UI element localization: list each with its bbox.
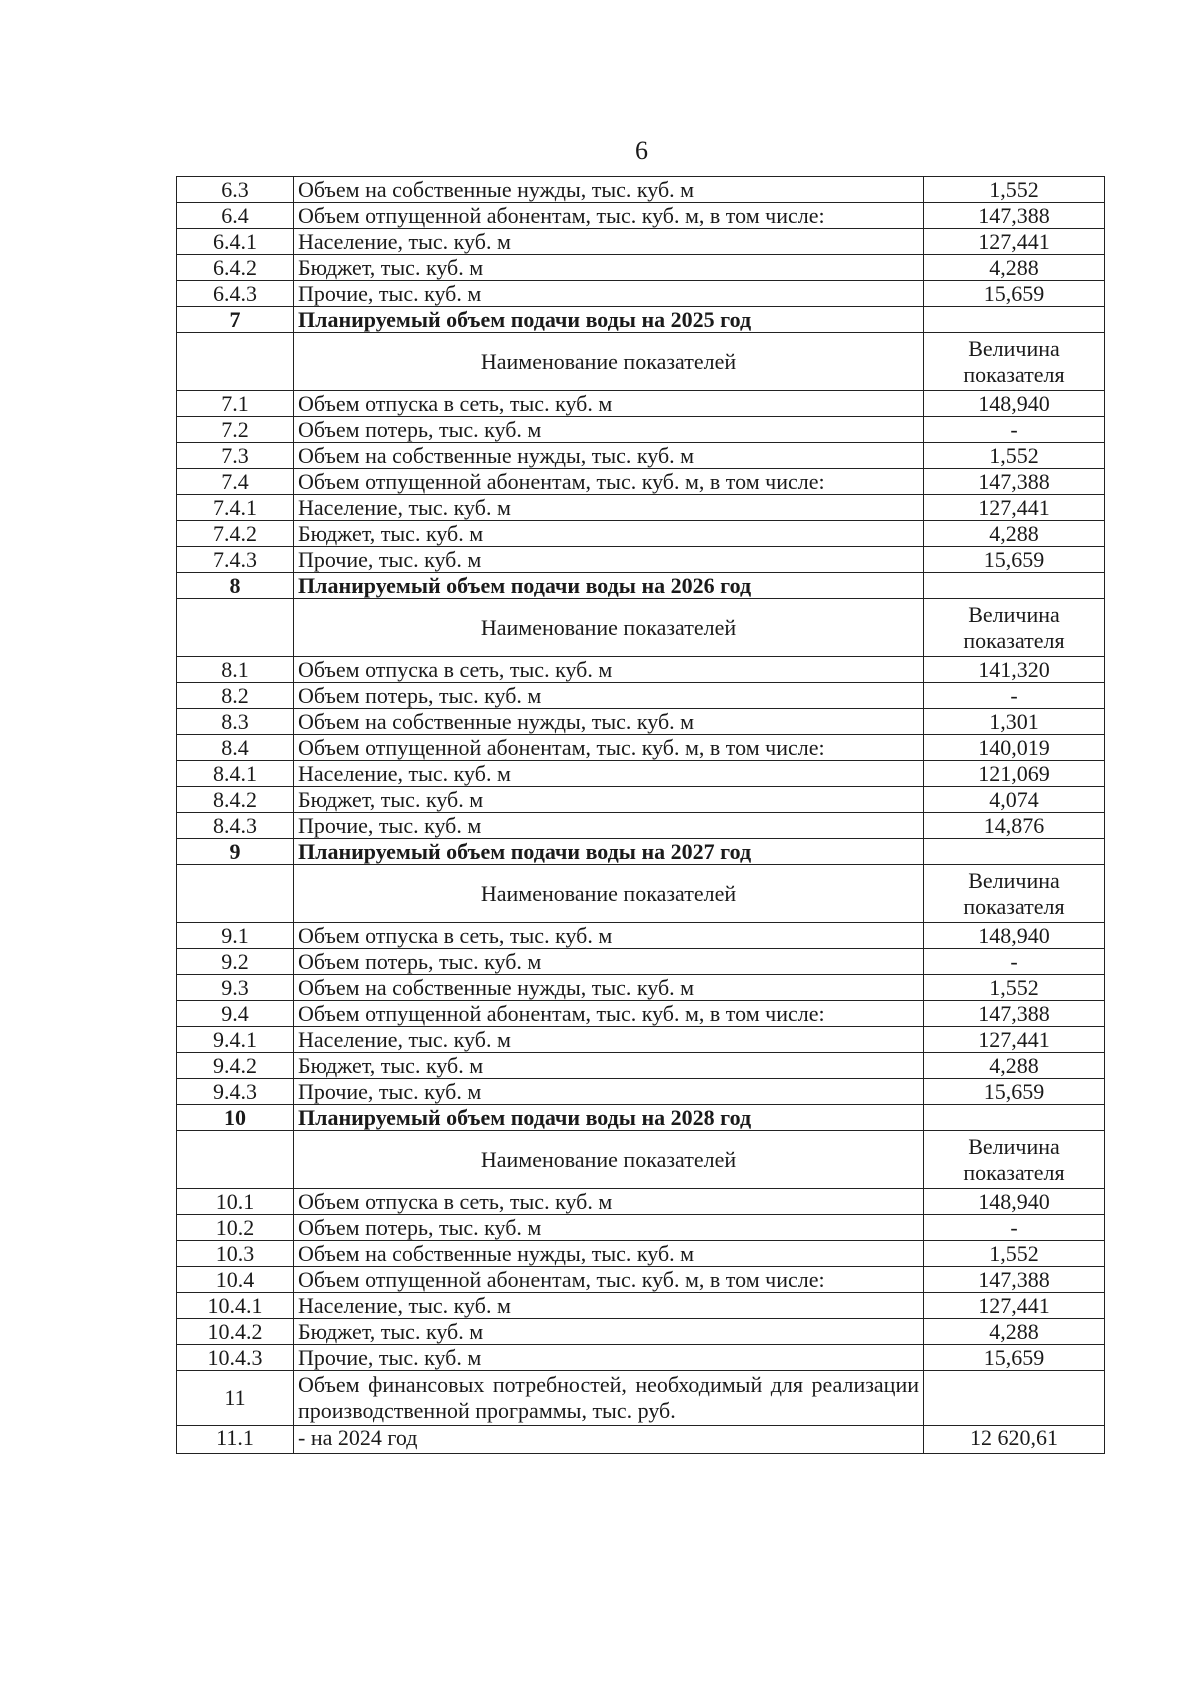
row-number-cell: 10.4.1 bbox=[177, 1293, 294, 1319]
section-row bbox=[177, 307, 1105, 333]
indicator-value-cell: 140,019 bbox=[924, 735, 1105, 761]
row-number-cell: 9.3 bbox=[177, 975, 294, 1001]
indicator-value-cell: 127,441 bbox=[924, 495, 1105, 521]
indicator-value-cell: 1,301 bbox=[924, 709, 1105, 735]
table-row bbox=[177, 1426, 1105, 1454]
table-row bbox=[177, 657, 1105, 683]
table-row bbox=[177, 1345, 1105, 1371]
row-number-cell: 9.4 bbox=[177, 1001, 294, 1027]
section-row bbox=[177, 839, 1105, 865]
table-row bbox=[177, 1371, 1105, 1426]
row-number-cell: 10 bbox=[177, 1105, 294, 1131]
row-number-cell: 11.1 bbox=[177, 1426, 294, 1454]
indicator-value-cell: 4,288 bbox=[924, 521, 1105, 547]
row-number-cell: 9.2 bbox=[177, 949, 294, 975]
row-number-cell bbox=[177, 1131, 294, 1189]
indicator-value-cell: 148,940 bbox=[924, 923, 1105, 949]
indicator-name-cell: Население, тыс. куб. м bbox=[294, 1293, 924, 1319]
row-number-cell: 8.1 bbox=[177, 657, 294, 683]
row-number-cell: 7.4.1 bbox=[177, 495, 294, 521]
indicator-value-cell bbox=[924, 573, 1105, 599]
row-number-cell: 9.1 bbox=[177, 923, 294, 949]
indicator-value-cell: 15,659 bbox=[924, 1079, 1105, 1105]
indicator-name-cell: Объем отпуска в сеть, тыс. куб. м bbox=[294, 657, 924, 683]
row-number-cell bbox=[177, 333, 294, 391]
indicator-value-cell: 1,552 bbox=[924, 177, 1105, 203]
indicator-name-cell: Наименование показателей bbox=[294, 1131, 924, 1189]
indicator-name-cell: Бюджет, тыс. куб. м bbox=[294, 787, 924, 813]
indicator-value-cell: 1,552 bbox=[924, 443, 1105, 469]
indicator-value-cell: 1,552 bbox=[924, 975, 1105, 1001]
indicator-value-cell: 127,441 bbox=[924, 1027, 1105, 1053]
indicator-name-cell: - на 2024 год bbox=[294, 1426, 924, 1454]
indicator-value-cell: 121,069 bbox=[924, 761, 1105, 787]
table-row bbox=[177, 683, 1105, 709]
column-header-row bbox=[177, 333, 1105, 391]
indicator-value-cell: - bbox=[924, 683, 1105, 709]
row-number-cell: 8 bbox=[177, 573, 294, 599]
indicator-name-cell: Объем потерь, тыс. куб. м bbox=[294, 417, 924, 443]
table-row bbox=[177, 1319, 1105, 1345]
table-row bbox=[177, 709, 1105, 735]
table-row bbox=[177, 1189, 1105, 1215]
column-header-row bbox=[177, 865, 1105, 923]
section-row bbox=[177, 1105, 1105, 1131]
row-number-cell: 8.3 bbox=[177, 709, 294, 735]
indicator-value-cell bbox=[924, 839, 1105, 865]
indicator-name-cell: Объем финансовых потребностей, необходимый для реализации производственной программы, тыс. руб. bbox=[294, 1371, 924, 1426]
indicator-value-cell: Величина показателя bbox=[924, 333, 1105, 391]
indicator-name-cell: Прочие, тыс. куб. м bbox=[294, 547, 924, 573]
row-number-cell: 6.4 bbox=[177, 203, 294, 229]
indicator-name-cell: Объем отпущенной абонентам, тыс. куб. м, в том числе: bbox=[294, 735, 924, 761]
row-number-cell: 10.2 bbox=[177, 1215, 294, 1241]
row-number-cell: 8.4.1 bbox=[177, 761, 294, 787]
indicator-name-cell: Объем потерь, тыс. куб. м bbox=[294, 1215, 924, 1241]
row-number-cell: 8.4.2 bbox=[177, 787, 294, 813]
indicator-value-cell: 147,388 bbox=[924, 1001, 1105, 1027]
row-number-cell: 9.4.3 bbox=[177, 1079, 294, 1105]
table-row bbox=[177, 521, 1105, 547]
row-number-cell: 10.4 bbox=[177, 1267, 294, 1293]
indicator-name-cell: Наименование показателей bbox=[294, 599, 924, 657]
table-row bbox=[177, 1293, 1105, 1319]
row-number-cell: 7.2 bbox=[177, 417, 294, 443]
row-number-cell bbox=[177, 599, 294, 657]
indicator-name-cell: Население, тыс. куб. м bbox=[294, 495, 924, 521]
table-row bbox=[177, 1079, 1105, 1105]
table-row bbox=[177, 975, 1105, 1001]
row-number-cell: 9 bbox=[177, 839, 294, 865]
row-number-cell: 7.3 bbox=[177, 443, 294, 469]
indicator-value-cell: - bbox=[924, 1215, 1105, 1241]
indicator-name-cell: Наименование показателей bbox=[294, 865, 924, 923]
indicator-name-cell: Объем потерь, тыс. куб. м bbox=[294, 949, 924, 975]
indicator-name-cell: Бюджет, тыс. куб. м bbox=[294, 521, 924, 547]
row-number-cell: 9.4.2 bbox=[177, 1053, 294, 1079]
table-row bbox=[177, 391, 1105, 417]
table-row bbox=[177, 787, 1105, 813]
column-header-row bbox=[177, 599, 1105, 657]
table-row bbox=[177, 813, 1105, 839]
table-row bbox=[177, 229, 1105, 255]
row-number-cell bbox=[177, 865, 294, 923]
table-row bbox=[177, 177, 1105, 203]
indicator-name-cell: Бюджет, тыс. куб. м bbox=[294, 1053, 924, 1079]
table-row bbox=[177, 469, 1105, 495]
indicator-name-cell: Объем потерь, тыс. куб. м bbox=[294, 683, 924, 709]
indicator-value-cell: 15,659 bbox=[924, 547, 1105, 573]
row-number-cell: 6.3 bbox=[177, 177, 294, 203]
indicator-value-cell: - bbox=[924, 417, 1105, 443]
indicator-value-cell: 4,288 bbox=[924, 1053, 1105, 1079]
indicator-value-cell: Величина показателя bbox=[924, 865, 1105, 923]
table-row bbox=[177, 1215, 1105, 1241]
indicator-name-cell: Объем отпущенной абонентам, тыс. куб. м, в том числе: bbox=[294, 1001, 924, 1027]
indicator-name-cell: Прочие, тыс. куб. м bbox=[294, 281, 924, 307]
table-row bbox=[177, 1053, 1105, 1079]
table-row bbox=[177, 255, 1105, 281]
indicator-name-cell: Население, тыс. куб. м bbox=[294, 761, 924, 787]
table-row bbox=[177, 1241, 1105, 1267]
indicator-value-cell: 4,074 bbox=[924, 787, 1105, 813]
row-number-cell: 7.4 bbox=[177, 469, 294, 495]
table-row bbox=[177, 1001, 1105, 1027]
column-header-row bbox=[177, 1131, 1105, 1189]
row-number-cell: 11 bbox=[177, 1371, 294, 1426]
indicator-name-cell: Объем отпуска в сеть, тыс. куб. м bbox=[294, 391, 924, 417]
indicators-table bbox=[176, 176, 1105, 1454]
indicator-name-cell: Объем на собственные нужды, тыс. куб. м bbox=[294, 975, 924, 1001]
row-number-cell: 6.4.1 bbox=[177, 229, 294, 255]
row-number-cell: 8.4 bbox=[177, 735, 294, 761]
table-row bbox=[177, 735, 1105, 761]
indicator-name-cell: Объем на собственные нужды, тыс. куб. м bbox=[294, 177, 924, 203]
indicator-name-cell: Объем на собственные нужды, тыс. куб. м bbox=[294, 709, 924, 735]
indicator-value-cell bbox=[924, 1371, 1105, 1426]
indicator-name-cell: Планируемый объем подачи воды на 2025 год bbox=[294, 307, 924, 333]
table-row bbox=[177, 949, 1105, 975]
indicator-value-cell: - bbox=[924, 949, 1105, 975]
row-number-cell: 7 bbox=[177, 307, 294, 333]
indicator-value-cell: 1,552 bbox=[924, 1241, 1105, 1267]
table-row bbox=[177, 417, 1105, 443]
indicator-value-cell: Величина показателя bbox=[924, 599, 1105, 657]
indicator-name-cell: Планируемый объем подачи воды на 2027 год bbox=[294, 839, 924, 865]
table-row bbox=[177, 495, 1105, 521]
indicator-value-cell: 4,288 bbox=[924, 1319, 1105, 1345]
indicator-name-cell: Бюджет, тыс. куб. м bbox=[294, 255, 924, 281]
indicator-name-cell: Планируемый объем подачи воды на 2028 год bbox=[294, 1105, 924, 1131]
table-row bbox=[177, 281, 1105, 307]
row-number-cell: 9.4.1 bbox=[177, 1027, 294, 1053]
indicator-value-cell: 15,659 bbox=[924, 281, 1105, 307]
indicator-name-cell: Объем отпущенной абонентам, тыс. куб. м, в том числе: bbox=[294, 203, 924, 229]
indicator-value-cell: 12 620,61 bbox=[924, 1426, 1105, 1454]
section-row bbox=[177, 573, 1105, 599]
row-number-cell: 7.1 bbox=[177, 391, 294, 417]
indicator-value-cell: 15,659 bbox=[924, 1345, 1105, 1371]
row-number-cell: 10.4.3 bbox=[177, 1345, 294, 1371]
indicator-name-cell: Объем на собственные нужды, тыс. куб. м bbox=[294, 443, 924, 469]
indicator-value-cell bbox=[924, 1105, 1105, 1131]
row-number-cell: 7.4.2 bbox=[177, 521, 294, 547]
indicator-name-cell: Объем отпуска в сеть, тыс. куб. м bbox=[294, 923, 924, 949]
table-row bbox=[177, 761, 1105, 787]
indicator-value-cell: 127,441 bbox=[924, 229, 1105, 255]
row-number-cell: 10.4.2 bbox=[177, 1319, 294, 1345]
indicator-name-cell: Объем отпуска в сеть, тыс. куб. м bbox=[294, 1189, 924, 1215]
indicator-name-cell: Наименование показателей bbox=[294, 333, 924, 391]
page-number: 6 bbox=[635, 136, 648, 165]
indicator-value-cell: 14,876 bbox=[924, 813, 1105, 839]
indicator-value-cell: 148,940 bbox=[924, 1189, 1105, 1215]
table-row bbox=[177, 1267, 1105, 1293]
indicator-value-cell: 148,940 bbox=[924, 391, 1105, 417]
table-body bbox=[177, 177, 1105, 1454]
indicator-value-cell: 127,441 bbox=[924, 1293, 1105, 1319]
indicator-value-cell: 147,388 bbox=[924, 1267, 1105, 1293]
table-row bbox=[177, 443, 1105, 469]
table-row bbox=[177, 547, 1105, 573]
table-row bbox=[177, 923, 1105, 949]
indicator-name-cell: Население, тыс. куб. м bbox=[294, 1027, 924, 1053]
indicator-value-cell: Величина показателя bbox=[924, 1131, 1105, 1189]
row-number-cell: 8.4.3 bbox=[177, 813, 294, 839]
indicator-value-cell: 141,320 bbox=[924, 657, 1105, 683]
indicator-name-cell: Население, тыс. куб. м bbox=[294, 229, 924, 255]
indicator-name-cell: Объем на собственные нужды, тыс. куб. м bbox=[294, 1241, 924, 1267]
indicator-name-cell: Планируемый объем подачи воды на 2026 год bbox=[294, 573, 924, 599]
row-number-cell: 10.3 bbox=[177, 1241, 294, 1267]
indicator-value-cell: 147,388 bbox=[924, 203, 1105, 229]
table-row bbox=[177, 1027, 1105, 1053]
indicator-name-cell: Объем отпущенной абонентам, тыс. куб. м, в том числе: bbox=[294, 1267, 924, 1293]
row-number-cell: 10.1 bbox=[177, 1189, 294, 1215]
indicator-name-cell: Прочие, тыс. куб. м bbox=[294, 813, 924, 839]
indicator-name-cell: Бюджет, тыс. куб. м bbox=[294, 1319, 924, 1345]
indicator-value-cell: 4,288 bbox=[924, 255, 1105, 281]
row-number-cell: 7.4.3 bbox=[177, 547, 294, 573]
indicator-name-cell: Прочие, тыс. куб. м bbox=[294, 1345, 924, 1371]
table-row bbox=[177, 203, 1105, 229]
indicator-name-cell: Прочие, тыс. куб. м bbox=[294, 1079, 924, 1105]
indicator-name-cell: Объем отпущенной абонентам, тыс. куб. м, в том числе: bbox=[294, 469, 924, 495]
row-number-cell: 6.4.3 bbox=[177, 281, 294, 307]
row-number-cell: 8.2 bbox=[177, 683, 294, 709]
row-number-cell: 6.4.2 bbox=[177, 255, 294, 281]
indicator-value-cell bbox=[924, 307, 1105, 333]
indicator-value-cell: 147,388 bbox=[924, 469, 1105, 495]
